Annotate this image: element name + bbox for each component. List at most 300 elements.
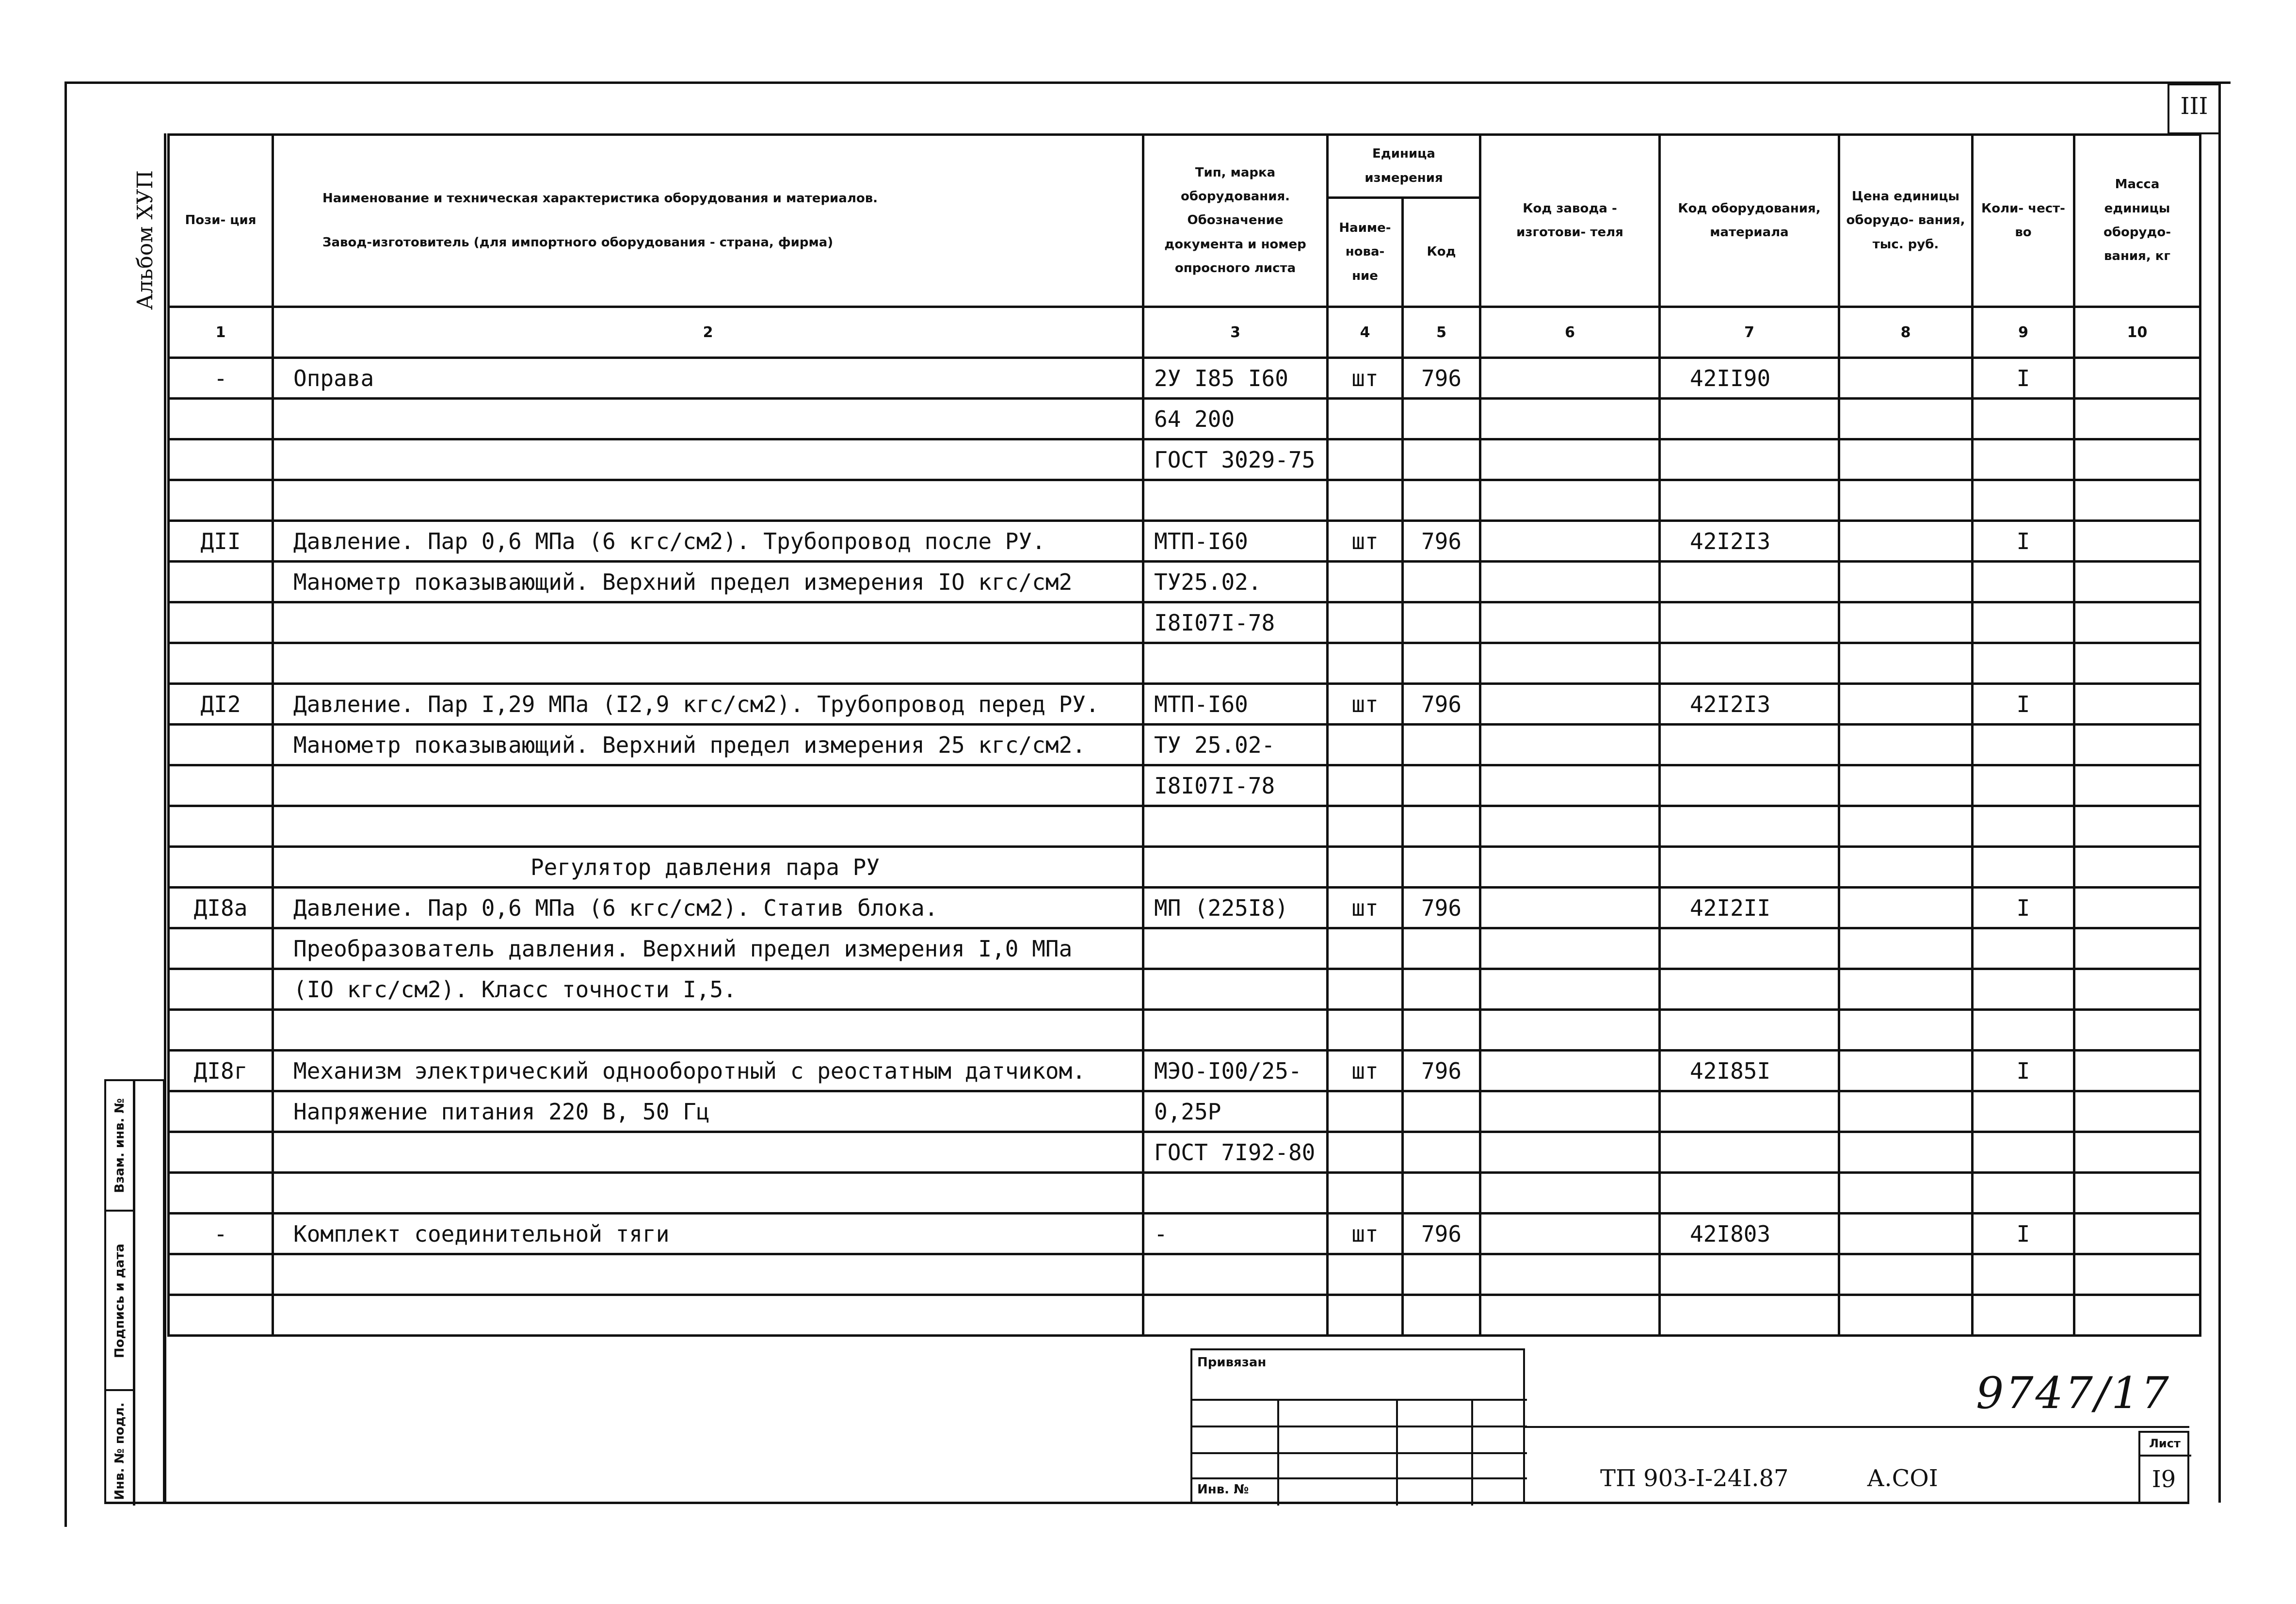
name-cell — [273, 1254, 1143, 1295]
table-row — [169, 1254, 2200, 1295]
equipment-code-cell — [1660, 602, 1839, 643]
unit-cell — [1328, 562, 1403, 602]
equipment-code-cell — [1660, 1010, 1839, 1051]
price-cell — [1839, 969, 1973, 1010]
price-header: Цена единицы оборудо- вания, тыс. руб. — [1839, 135, 1973, 307]
handwritten-number: 9747/17 — [1976, 1368, 2171, 1419]
name-header-line1: Наименование и техническая характеристика оборудования и материалов. — [322, 191, 878, 206]
unit-code-cell — [1403, 643, 1480, 684]
table-row — [169, 643, 2200, 684]
unit-group-header: Единица измерения — [1328, 135, 1480, 198]
position-cell — [169, 1295, 273, 1336]
unit-cell — [1328, 1295, 1403, 1336]
quantity-cell — [1973, 1010, 2074, 1051]
unit-code-cell: 796 — [1403, 888, 1480, 928]
price-cell — [1839, 888, 1973, 928]
manufacturer-code-cell — [1480, 969, 1660, 1010]
sheet-number: I9 — [2151, 1466, 2176, 1493]
price-cell — [1839, 725, 1973, 765]
table-body — [169, 358, 2200, 1336]
table-row — [169, 684, 2200, 725]
column-number: 6 — [1480, 307, 1660, 358]
price-cell — [1839, 806, 1973, 847]
table-row — [169, 521, 2200, 562]
name-cell — [273, 480, 1143, 521]
equipment-code-cell — [1660, 725, 1839, 765]
name-cell — [273, 399, 1143, 439]
unit-code-cell — [1403, 562, 1480, 602]
equipment-code-header: Код оборудования, материала — [1660, 135, 1839, 307]
unit-cell — [1328, 602, 1403, 643]
quantity-cell — [1973, 1254, 2074, 1295]
type-cell: МТП-I60 — [1143, 684, 1328, 725]
quantity-cell — [1973, 602, 2074, 643]
unit-cell: шт — [1328, 1214, 1403, 1254]
quantity-cell — [1973, 399, 2074, 439]
manufacturer-code-cell — [1480, 1091, 1660, 1132]
price-cell — [1839, 847, 1973, 888]
quantity-cell — [1973, 439, 2074, 480]
frame-right-line — [2218, 81, 2221, 1503]
mass-cell — [2074, 806, 2200, 847]
manufacturer-code-cell — [1480, 602, 1660, 643]
price-cell — [1839, 439, 1973, 480]
table-row — [169, 562, 2200, 602]
unit-cell — [1328, 480, 1403, 521]
price-cell — [1839, 1010, 1973, 1051]
mass-cell — [2074, 1295, 2200, 1336]
name-cell — [273, 1295, 1143, 1336]
header-row — [169, 135, 2200, 198]
type-cell — [1143, 1254, 1328, 1295]
quantity-cell — [1973, 765, 2074, 806]
table-row — [169, 806, 2200, 847]
name-cell — [273, 643, 1143, 684]
mass-cell — [2074, 439, 2200, 480]
column-number: 10 — [2074, 307, 2200, 358]
table-row — [169, 725, 2200, 765]
unit-cell — [1328, 1254, 1403, 1295]
position-cell — [169, 1132, 273, 1173]
unit-cell — [1328, 1132, 1403, 1173]
type-cell: ТУ 25.02- — [1143, 725, 1328, 765]
binding-stamp-vline — [1471, 1399, 1473, 1506]
position-cell — [169, 1091, 273, 1132]
binding-stamp-hline — [1192, 1426, 1527, 1427]
quantity-cell: I — [1973, 684, 2074, 725]
price-cell — [1839, 358, 1973, 399]
name-cell — [273, 602, 1143, 643]
name-cell: Манометр показывающий. Верхний предел измерения 25 кгс/см2. — [273, 725, 1143, 765]
table-row — [169, 1051, 2200, 1091]
position-cell — [169, 765, 273, 806]
table-row — [169, 928, 2200, 969]
mass-cell — [2074, 1173, 2200, 1214]
table-row — [169, 888, 2200, 928]
equipment-code-cell — [1660, 439, 1839, 480]
position-cell — [169, 806, 273, 847]
unit-code-cell — [1403, 1091, 1480, 1132]
manufacturer-code-cell — [1480, 1051, 1660, 1091]
type-cell: 64 200 — [1143, 399, 1328, 439]
unit-cell — [1328, 847, 1403, 888]
price-cell — [1839, 1173, 1973, 1214]
mass-cell — [2074, 521, 2200, 562]
price-cell — [1839, 928, 1973, 969]
frame-bottom-line — [104, 1502, 2189, 1504]
unit-code-cell — [1403, 1132, 1480, 1173]
unit-cell: шт — [1328, 1051, 1403, 1091]
price-cell — [1839, 602, 1973, 643]
manufacturer-code-cell — [1480, 806, 1660, 847]
position-header: Пози- ция — [169, 135, 273, 307]
unit-cell — [1328, 765, 1403, 806]
manufacturer-code-cell — [1480, 643, 1660, 684]
equipment-code-cell — [1660, 806, 1839, 847]
quantity-cell — [1973, 806, 2074, 847]
manufacturer-code-cell — [1480, 1295, 1660, 1336]
position-cell — [169, 1254, 273, 1295]
unit-cell — [1328, 806, 1403, 847]
type-cell: МЭО-I00/25- — [1143, 1051, 1328, 1091]
quantity-cell: I — [1973, 888, 2074, 928]
table-row — [169, 399, 2200, 439]
mass-cell — [2074, 1010, 2200, 1051]
unit-name-header: Наиме- нова- ние — [1328, 198, 1403, 307]
frame-top-line — [65, 81, 2231, 84]
side-stamp — [104, 1079, 165, 1504]
unit-code-cell — [1403, 439, 1480, 480]
type-cell: ГОСТ 7I92-80 — [1143, 1132, 1328, 1173]
equipment-code-cell — [1660, 1091, 1839, 1132]
type-cell: 2У I85 I60 — [1143, 358, 1328, 399]
frame-left-line — [64, 81, 67, 1527]
binding-stamp-vline — [1396, 1399, 1398, 1506]
unit-cell — [1328, 1173, 1403, 1214]
unit-cell — [1328, 928, 1403, 969]
type-cell: ТУ25.02. — [1143, 562, 1328, 602]
quantity-header: Коли- чест- во — [1973, 135, 2074, 307]
equipment-code-cell: 42I2I3 — [1660, 684, 1839, 725]
unit-cell: шт — [1328, 684, 1403, 725]
mass-cell — [2074, 480, 2200, 521]
manufacturer-code-cell — [1480, 399, 1660, 439]
equipment-code-cell — [1660, 969, 1839, 1010]
corner-page-box — [2168, 83, 2221, 134]
manufacturer-code-header: Код завода - изготови- теля — [1480, 135, 1660, 307]
quantity-cell — [1973, 480, 2074, 521]
unit-code-cell: 796 — [1403, 521, 1480, 562]
album-code: А.COI — [1867, 1465, 1938, 1492]
price-cell — [1839, 562, 1973, 602]
manufacturer-code-cell — [1480, 684, 1660, 725]
position-cell — [169, 928, 273, 969]
equipment-code-cell — [1660, 399, 1839, 439]
manufacturer-code-cell — [1480, 1173, 1660, 1214]
sheet-label: Лист — [2149, 1437, 2181, 1450]
table-row — [169, 1295, 2200, 1336]
position-cell — [169, 602, 273, 643]
quantity-cell: I — [1973, 358, 2074, 399]
name-header — [273, 135, 1143, 307]
equipment-code-cell — [1660, 562, 1839, 602]
position-cell: ДI8а — [169, 888, 273, 928]
position-cell: ДI8г — [169, 1051, 273, 1091]
sheet-box-divider — [2140, 1455, 2191, 1457]
name-cell — [273, 1173, 1143, 1214]
mass-cell — [2074, 888, 2200, 928]
quantity-cell — [1973, 725, 2074, 765]
table-row — [169, 358, 2200, 399]
column-number: 5 — [1403, 307, 1480, 358]
equipment-code-cell — [1660, 1173, 1839, 1214]
mass-cell — [2074, 562, 2200, 602]
column-number: 2 — [273, 307, 1143, 358]
position-cell: ДI2 — [169, 684, 273, 725]
type-cell — [1143, 1173, 1328, 1214]
manufacturer-code-cell — [1480, 928, 1660, 969]
price-cell — [1839, 1132, 1973, 1173]
equipment-code-cell: 42I2II — [1660, 888, 1839, 928]
price-cell — [1839, 1051, 1973, 1091]
unit-cell — [1328, 1091, 1403, 1132]
unit-cell: шт — [1328, 521, 1403, 562]
position-cell — [169, 725, 273, 765]
price-cell — [1839, 1214, 1973, 1254]
name-cell: Оправа — [273, 358, 1143, 399]
equipment-code-cell — [1660, 765, 1839, 806]
binding-stamp-hline — [1192, 1399, 1527, 1401]
quantity-cell — [1973, 1132, 2074, 1173]
unit-code-cell: 796 — [1403, 358, 1480, 399]
unit-code-cell — [1403, 602, 1480, 643]
equipment-code-cell — [1660, 928, 1839, 969]
unit-cell — [1328, 969, 1403, 1010]
manufacturer-code-cell — [1480, 1254, 1660, 1295]
type-cell — [1143, 847, 1328, 888]
name-cell: (IO кгс/см2). Класс точности I,5. — [273, 969, 1143, 1010]
position-cell — [169, 562, 273, 602]
type-cell: ГОСТ 3029-75 — [1143, 439, 1328, 480]
quantity-cell: I — [1973, 1051, 2074, 1091]
price-cell — [1839, 1091, 1973, 1132]
column-number: 3 — [1143, 307, 1328, 358]
table-row — [169, 602, 2200, 643]
equipment-code-cell — [1660, 643, 1839, 684]
unit-code-cell — [1403, 1173, 1480, 1214]
binding-stamp — [1190, 1348, 1525, 1504]
mass-cell — [2074, 725, 2200, 765]
mass-cell — [2074, 643, 2200, 684]
column-number: 7 — [1660, 307, 1839, 358]
type-cell — [1143, 928, 1328, 969]
unit-code-cell — [1403, 480, 1480, 521]
quantity-cell: I — [1973, 521, 2074, 562]
album-label: Альбом ХУП — [133, 170, 158, 310]
price-cell — [1839, 643, 1973, 684]
unit-cell — [1328, 439, 1403, 480]
name-cell — [273, 439, 1143, 480]
binding-stamp-vline — [1277, 1399, 1279, 1506]
mass-cell — [2074, 399, 2200, 439]
position-cell — [169, 1010, 273, 1051]
unit-code-cell — [1403, 765, 1480, 806]
unit-code-cell — [1403, 847, 1480, 888]
position-cell — [169, 1173, 273, 1214]
position-cell — [169, 969, 273, 1010]
type-cell — [1143, 643, 1328, 684]
mass-cell — [2074, 969, 2200, 1010]
mass-cell — [2074, 1051, 2200, 1091]
name-header-line2: Завод-изготовитель (для импортного оборудования - страна, фирма) — [322, 235, 834, 250]
name-cell: Механизм электрический однооборотный с реостатным датчиком. — [273, 1051, 1143, 1091]
unit-code-header: Код — [1403, 198, 1480, 307]
equipment-code-cell: 42I2I3 — [1660, 521, 1839, 562]
table-row — [169, 1091, 2200, 1132]
equipment-code-cell — [1660, 1295, 1839, 1336]
equipment-code-cell: 42I85I — [1660, 1051, 1839, 1091]
replacement-inv-label: Взам. инв. № — [112, 1098, 127, 1193]
quantity-cell — [1973, 928, 2074, 969]
price-cell — [1839, 480, 1973, 521]
quantity-cell — [1973, 643, 2074, 684]
unit-cell — [1328, 643, 1403, 684]
column-number: 9 — [1973, 307, 2074, 358]
type-cell — [1143, 1295, 1328, 1336]
type-cell: МТП-I60 — [1143, 521, 1328, 562]
equipment-code-cell: 42II90 — [1660, 358, 1839, 399]
binding-stamp-hline — [1192, 1477, 1527, 1479]
column-number-row — [169, 307, 2200, 358]
quantity-cell: I — [1973, 1214, 2074, 1254]
position-cell: - — [169, 358, 273, 399]
table-row — [169, 1132, 2200, 1173]
mass-cell — [2074, 765, 2200, 806]
equipment-code-cell: 42I803 — [1660, 1214, 1839, 1254]
price-cell — [1839, 521, 1973, 562]
quantity-cell — [1973, 562, 2074, 602]
unit-code-cell: 796 — [1403, 1051, 1480, 1091]
equipment-code-cell — [1660, 1132, 1839, 1173]
type-cell: - — [1143, 1214, 1328, 1254]
binding-stamp-hline — [1192, 1452, 1527, 1454]
name-cell: Манометр показывающий. Верхний предел измерения IO кгс/см2 — [273, 562, 1143, 602]
unit-cell — [1328, 725, 1403, 765]
quantity-cell — [1973, 1091, 2074, 1132]
manufacturer-code-cell — [1480, 1010, 1660, 1051]
specification-table — [167, 133, 2201, 1337]
quantity-cell — [1973, 969, 2074, 1010]
table-row — [169, 969, 2200, 1010]
manufacturer-code-cell — [1480, 521, 1660, 562]
table-row — [169, 1214, 2200, 1254]
name-cell: Давление. Пар 0,6 МПа (6 кгс/см2). Трубопровод после РУ. — [273, 521, 1143, 562]
unit-code-cell — [1403, 969, 1480, 1010]
corner-page-number: III — [2180, 93, 2208, 120]
table-row — [169, 1173, 2200, 1214]
column-number: 4 — [1328, 307, 1403, 358]
mass-cell — [2074, 1214, 2200, 1254]
mass-cell — [2074, 1132, 2200, 1173]
manufacturer-code-cell — [1480, 562, 1660, 602]
column-number: 8 — [1839, 307, 1973, 358]
unit-code-cell — [1403, 806, 1480, 847]
mass-cell — [2074, 928, 2200, 969]
mass-cell — [2074, 684, 2200, 725]
unit-code-cell — [1403, 1010, 1480, 1051]
type-cell — [1143, 969, 1328, 1010]
manufacturer-code-cell — [1480, 888, 1660, 928]
inv-label: Инв. № — [1197, 1482, 1249, 1497]
title-block-top-line — [1524, 1426, 2189, 1428]
side-stamp-divider — [133, 1081, 135, 1506]
position-cell — [169, 847, 273, 888]
table-row — [169, 1010, 2200, 1051]
type-cell — [1143, 1010, 1328, 1051]
equipment-code-cell — [1660, 847, 1839, 888]
name-cell: Комплект соединительной тяги — [273, 1214, 1143, 1254]
unit-cell — [1328, 399, 1403, 439]
unit-code-cell — [1403, 928, 1480, 969]
unit-cell — [1328, 1010, 1403, 1051]
position-cell — [169, 643, 273, 684]
unit-code-cell: 796 — [1403, 1214, 1480, 1254]
type-cell: МП (225I8) — [1143, 888, 1328, 928]
equipment-code-cell — [1660, 480, 1839, 521]
unit-cell: шт — [1328, 888, 1403, 928]
unit-code-cell — [1403, 1295, 1480, 1336]
name-cell: Давление. Пар 0,6 МПа (6 кгс/см2). Статив блока. — [273, 888, 1143, 928]
position-cell — [169, 480, 273, 521]
name-cell: Напряжение питания 220 В, 50 Гц — [273, 1091, 1143, 1132]
mass-cell — [2074, 1091, 2200, 1132]
manufacturer-code-cell — [1480, 1214, 1660, 1254]
manufacturer-code-cell — [1480, 765, 1660, 806]
table-row — [169, 765, 2200, 806]
unit-code-cell — [1403, 725, 1480, 765]
price-cell — [1839, 1295, 1973, 1336]
mass-header: Масса единицы оборудо- вания, кг — [2074, 135, 2200, 307]
table-row — [169, 847, 2200, 888]
column-number: 1 — [169, 307, 273, 358]
type-cell: I8I07I-78 — [1143, 602, 1328, 643]
quantity-cell — [1973, 1173, 2074, 1214]
document-code: ТП 903-I-24I.87 — [1600, 1465, 1789, 1492]
name-cell — [273, 1132, 1143, 1173]
manufacturer-code-cell — [1480, 358, 1660, 399]
type-cell — [1143, 480, 1328, 521]
name-cell — [273, 806, 1143, 847]
mass-cell — [2074, 602, 2200, 643]
type-cell — [1143, 806, 1328, 847]
quantity-cell — [1973, 1295, 2074, 1336]
type-cell: I8I07I-78 — [1143, 765, 1328, 806]
mass-cell — [2074, 1254, 2200, 1295]
manufacturer-code-cell — [1480, 725, 1660, 765]
equipment-code-cell — [1660, 1254, 1839, 1295]
mass-cell — [2074, 847, 2200, 888]
manufacturer-code-cell — [1480, 847, 1660, 888]
quantity-cell — [1973, 847, 2074, 888]
unit-cell: шт — [1328, 358, 1403, 399]
name-cell: Давление. Пар I,29 МПа (I2,9 кгс/см2). Трубопровод перед РУ. — [273, 684, 1143, 725]
price-cell — [1839, 765, 1973, 806]
manufacturer-code-cell — [1480, 439, 1660, 480]
name-cell: Преобразователь давления. Верхний предел измерения I,0 МПа — [273, 928, 1143, 969]
price-cell — [1839, 1254, 1973, 1295]
name-cell — [273, 765, 1143, 806]
price-cell — [1839, 399, 1973, 439]
